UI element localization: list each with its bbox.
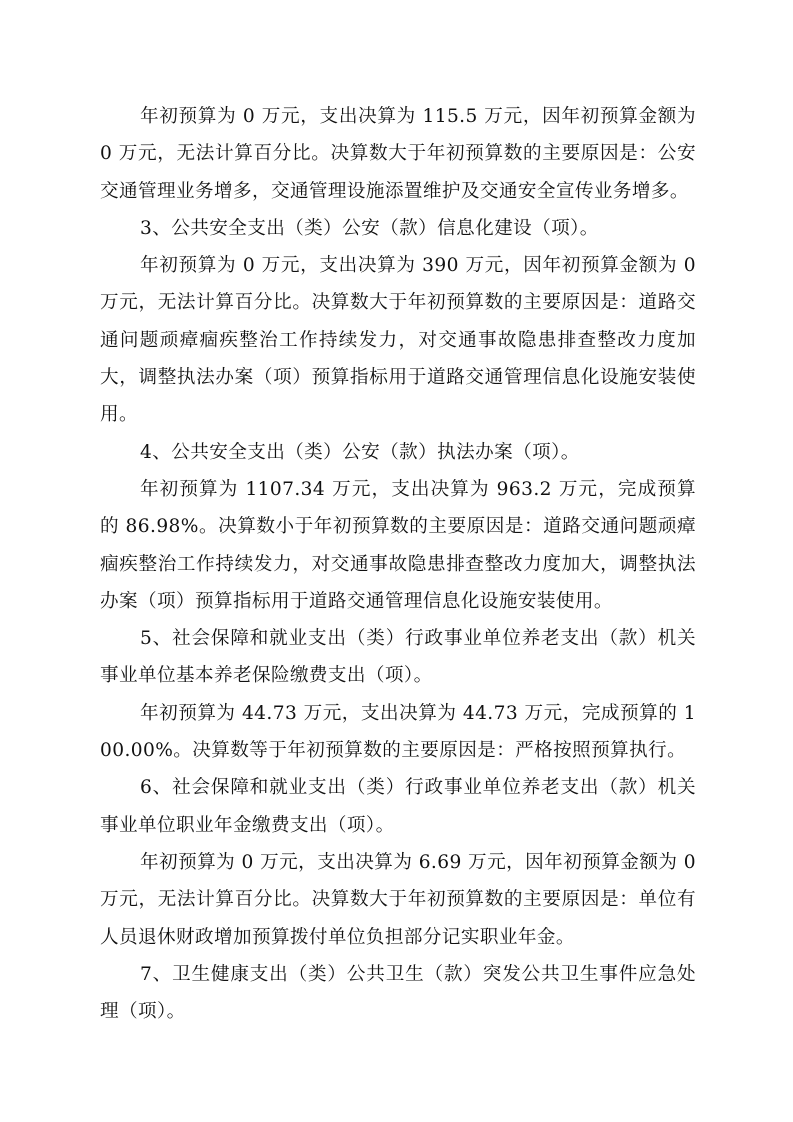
paragraph-budget-informatization: 年初预算为 0 万元，支出决算为 390 万元，因年初预算金额为 0 万元，无法计算百分比。决算数大于年初预算数的主要原因是：道路交通问题顽瘴痼疾整治工作持续发力，对交通事故隐患排查整改力度加大，调整执法办案（项）预算指标用于道路交通管理信息化设施安装使用。: [100, 255, 696, 426]
heading-item-7-public-health: 7、卫生健康支出（类）公共卫生（款）突发公共卫生事件应急处理（项）。: [100, 963, 696, 1023]
paragraph-budget-traffic-management: 年初预算为 0 万元，支出决算为 115.5 万元，因年初预算金额为 0 万元，无法计算百分比。决算数大于年初预算数的主要原因是：公安交通管理业务增多，交通管理设施添置维护及交通安全宣传业务增多。: [100, 106, 696, 202]
paragraph-budget-occupational-annuity: 年初预算为 0 万元，支出决算为 6.69 万元，因年初预算金额为 0 万元，无法计算百分比。决算数大于年初预算数的主要原因是：单位有人员退休财政增加预算拨付单位负担部分记实职业年金。: [100, 851, 696, 948]
heading-item-3-informatization: 3、公共安全支出（类）公安（款）信息化建设（项）。: [140, 217, 599, 239]
heading-item-6-occupational-annuity: 6、社会保障和就业支出（类）行政事业单位养老支出（款）机关事业单位职业年金缴费支出（项）。: [100, 777, 696, 836]
heading-item-4-law-enforcement: 4、公共安全支出（类）公安（款）执法办案（项）。: [140, 441, 580, 463]
heading-item-5-basic-pension: 5、社会保障和就业支出（类）行政事业单位养老支出（款）机关事业单位基本养老保险缴费支出（项）。: [100, 628, 696, 687]
paragraph-budget-law-enforcement: 年初预算为 1107.34 万元，支出决算为 963.2 万元，完成预算的 86.98%。决算数小于年初预算数的主要原因是：道路交通问题顽瘴痼疾整治工作持续发力，对交通事故隐患排查整改力度加大，调整执法办案（项）预算指标用于道路交通管理信息化设施安装使用。: [100, 478, 696, 612]
paragraph-budget-basic-pension: 年初预算为 44.73 万元，支出决算为 44.73 万元，完成预算的 100.00%。决算数等于年初预算数的主要原因是：严格按照预算执行。: [100, 702, 696, 762]
body-text: [100, 98, 696, 1030]
